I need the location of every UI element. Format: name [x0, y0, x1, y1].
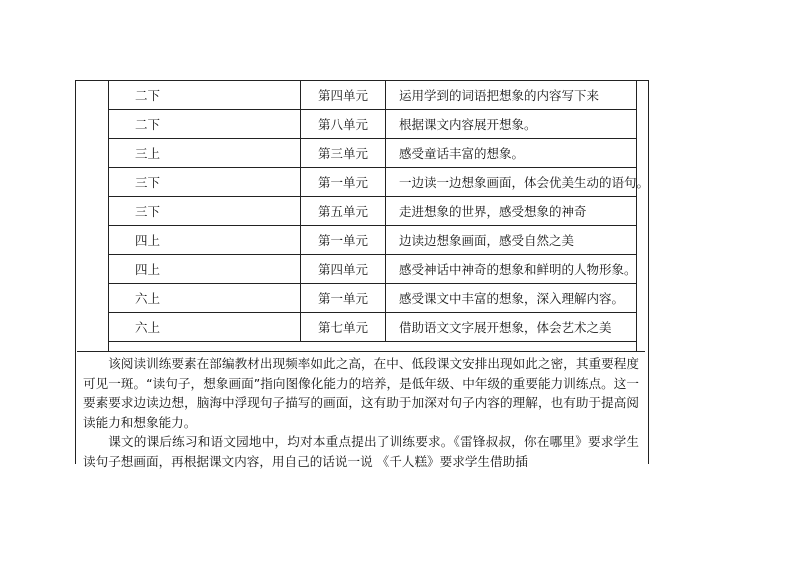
content-cell: 根据课文内容展开想象。	[386, 110, 637, 139]
table-row	[109, 81, 637, 110]
grade-cell: 四上	[109, 226, 301, 255]
content-cell: 运用学到的词语把想象的内容写下来	[386, 81, 637, 110]
content-cell: 感受神话中神奇的想象和鲜明的人物形象。	[386, 255, 637, 284]
grade-cell: 二下	[109, 110, 301, 139]
table-row	[109, 197, 637, 226]
unit-cell: 第八单元	[301, 110, 386, 139]
content-cell: 边读边想象画面，感受自然之美	[386, 226, 637, 255]
unit-cell: 第五单元	[301, 197, 386, 226]
table-row	[109, 313, 637, 342]
content-cell: 感受童话丰富的想象。	[386, 139, 637, 168]
unit-cell: 第七单元	[301, 313, 386, 342]
paragraph: 该阅读训练要素在部编教材出现频率如此之高，在中、低段课文安排出现如此之密，其重要程度可见一斑。“读句子，想象画面”指向图像化能力的培养，是低年级、中年级的重要能力训练点。这一要素要求边读边想，脑海中浮现句子描写的画面，这有助于加深对句子内容的理解，也有助于提高阅读能力和想象能力。	[83, 356, 639, 430]
unit-cell: 第一单元	[301, 284, 386, 313]
content-cell: 感受课文中丰富的想象，深入理解内容。	[386, 284, 637, 313]
grade-cell: 四上	[109, 255, 301, 284]
table-row	[109, 110, 637, 139]
table-row	[109, 284, 637, 313]
unit-cell: 第一单元	[301, 168, 386, 197]
unit-cell: 第四单元	[301, 81, 386, 110]
table-row	[109, 139, 637, 168]
unit-cell: 第一单元	[301, 226, 386, 255]
unit-cell: 第四单元	[301, 255, 386, 284]
paragraph: 课文的课后练习和语文园地中，均对本重点提出了训练要求。《雷锋叔叔，你在哪里》要求学生读句子想画面，再根据课文内容，用自己的话说一说 《千人糕》要求学生借助插	[83, 434, 639, 469]
grade-cell: 三上	[109, 139, 301, 168]
unit-cell: 第三单元	[301, 139, 386, 168]
grade-cell: 三下	[109, 168, 301, 197]
grade-cell: 六上	[109, 284, 301, 313]
document-frame	[75, 80, 650, 469]
content-cell: 走进想象的世界，感受想象的神奇	[386, 197, 637, 226]
content-cell: 一边读一边想象画面，体会优美生动的语句。	[386, 168, 637, 197]
reading-element-table	[109, 81, 650, 342]
table-row	[109, 226, 637, 255]
grade-cell: 三下	[109, 197, 301, 226]
table-row	[109, 255, 637, 284]
grade-cell: 六上	[109, 313, 301, 342]
content-cell: 借助语文文字展开想象，体会艺术之美	[386, 313, 637, 342]
table-row	[109, 168, 637, 197]
analysis-text	[77, 351, 645, 471]
grade-cell: 二下	[109, 81, 301, 110]
